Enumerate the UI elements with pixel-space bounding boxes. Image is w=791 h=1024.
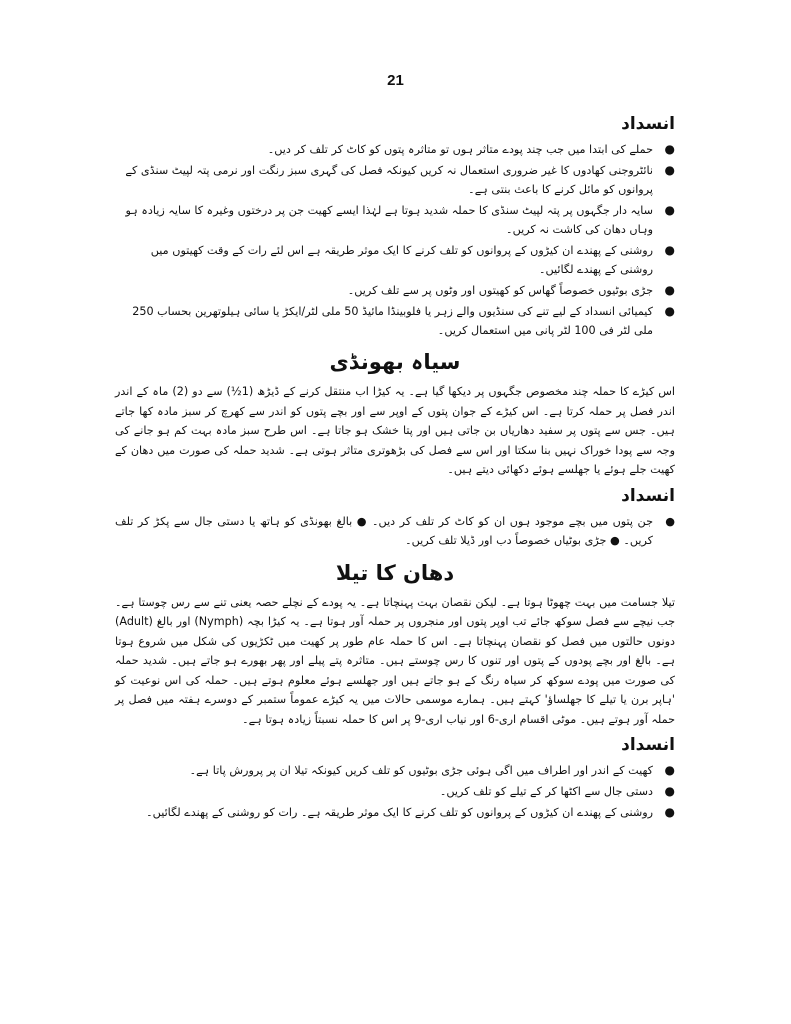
page-content [115,110,675,824]
control-list-1 [115,140,675,340]
list-item: ● روشنی کے پھندے ان کیڑوں کے پروانوں کو تلف کرنے کا ایک موثر طریقہ ہے۔ رات کو روشنی کے پھندے لگائیں۔ [115,803,675,822]
bullet-icon: ● [664,203,675,217]
section-title-planthopper: دھان کا تیلا [335,560,455,585]
control-list-3 [115,761,675,822]
control-heading-2: انسداد [621,485,675,506]
list-item: ● نائٹروجنی کھادوں کا غیر ضروری استعمال نہ کریں کیونکہ فصل کی گہری سبز رنگت اور نرمی پتہ لپیٹ سنڈی کے پروانوں کو مائل کرنے کا باعث بنتی ہے۔ [125,163,675,196]
bullet-icon: ● [664,243,675,257]
bullet-icon: ● [664,304,675,318]
planthopper-paragraph: تیلا جسامت میں بہت چھوٹا ہوتا ہے۔ لیکن نقصان بہت پہنچاتا ہے۔ یہ پودے کے نچلے حصہ یعنی تنے سے رس چوستا ہے۔ جب نیچے سے فصل سوکھ جائے تب اوپر پتوں اور منجروں پر حملہ آور ہوتا ہے۔ یہ کیڑا بچہ (Nymph) اور بالغ (Adult) دونوں حالتوں میں فصل کو نقصان پہنچاتا ہے۔ اس کا حملہ عام طور پر کھیت میں ٹکڑیوں کی شکل میں شروع ہوتا ہے۔ بالغ اور بچے پودوں کے پتوں اور تنوں کا رس چوستے ہیں۔ متاثرہ پتے پیلے اور پھر بھورے ہو جاتے ہیں۔ شدید حملہ کی صورت میں پودے سوکھ کر سیاہ رنگ کے ہو جاتے ہیں اور جھلسے ہوئے معلوم ہوتے ہیں۔ حملہ کی اس نوعیت کو 'ہاپر برن یا تیلے کا جھلساؤ' کہتے ہیں۔ ہمارے موسمی حالات میں یہ کیڑے عموماً ستمبر کے دوسرے ہفتہ میں فصل پر حملہ آور ہوتے ہیں۔ موٹی اقسام اری-6 اور نیاب اری-9 پر اس کا حملہ نسبتاً زیادہ ہوتا ہے۔ [115,595,675,726]
list-item: ● سایہ دار جگہوں پر پتہ لپیٹ سنڈی کا حملہ شدید ہوتا ہے لہٰذا ایسے کھیت جن پر درختوں وغیرہ کا سایہ زیادہ ہو وہاں دھان کی کاشت نہ کریں۔ [125,203,675,236]
list-item: ● کھیت کے اندر اور اطراف میں اگی ہوئی جڑی بوٹیوں کو تلف کریں کیونکہ تیلا ان پر پرورش پاتا ہے۔ [115,761,675,780]
bullet-icon: ● [664,784,675,798]
list-item: ● دستی جال سے اکٹھا کر کے تیلے کو تلف کریں۔ [115,782,675,801]
black-beetle-control: ● جن پتوں میں بچے موجود ہوں ان کو کاٹ کر تلف کر دیں۔ ● بالغ بھونڈی کو ہاتھ یا دستی جال سے پکڑ کر تلف کریں۔ ● جڑی بوٹیاں خصوصاً دب اور ڈیلا تلف کریں۔ [115,512,675,551]
list-item: ● حملے کی ابتدا میں جب چند پودے متاثر ہوں تو متاثرہ پتوں کو کاٹ کر تلف کر دیں۔ [115,140,675,159]
bullet-icon: ● [665,514,675,528]
bullet-icon: ● [664,805,675,819]
control-heading-3: انسداد [621,735,675,755]
section-title-black-beetle: سیاہ بھونڈی [329,350,461,374]
black-beetle-paragraph: اس کیڑے کا حملہ چند مخصوص جگہوں پر دیکھا گیا ہے۔ یہ کیڑا اب منتقل کرنے کے ڈیڑھ (1½) سے دو (2) ماہ کے اندر اندر فصل پر حملہ کرتا ہے۔ اس کیڑے کے جوان پتوں کے اوپر سے اور بچے پتوں کو اندر سے کھرچ کر سبز مادہ کھا جاتے ہیں۔ جس سے پتوں پر سفید دھاریاں بن جاتی ہیں اور پتا خشک ہو جاتا ہے۔ اس طرح سبز مادہ بہت کم ہو جانے کی وجہ سے پودا خوراک نہیں بنا سکتا اور اس سے فصل کی بڑھوتری متاثر ہوتی ہے۔ شدید حملہ کی صورت میں دھان کے کھیت جلے ہوئے یا جھلسے ہوئے دکھائی دیتے ہیں۔ [115,385,675,476]
bullet-icon: ● [664,142,675,156]
bullet-icon: ● [664,163,675,177]
list-item: ● روشنی کے پھندے ان کیڑوں کے پروانوں کو تلف کرنے کا ایک موثر طریقہ ہے اس لئے رات کے وقت کھیتوں میں روشنی کے پھندے لگائیں۔ [150,243,675,276]
page-number: 21 [387,72,404,89]
list-item: ● جڑی بوٹیوں خصوصاً گھاس کو کھیتوں اور وٹوں پر سے تلف کریں۔ [115,281,675,300]
bullet-icon: ● [664,283,675,297]
list-item: ● کیمیائی انسداد کے لیے تنے کی سنڈیوں والے زہر یا فلوبینڈا مائیڈ 50 ملی لٹر/ایکڑ یا سائی ہیلوتھرین بحساب 250 ملی لٹر فی 100 لٹر پانی میں استعمال کریں۔ [132,304,675,337]
bullet-icon: ● [664,763,675,777]
control-heading-1: انسداد [621,114,675,134]
